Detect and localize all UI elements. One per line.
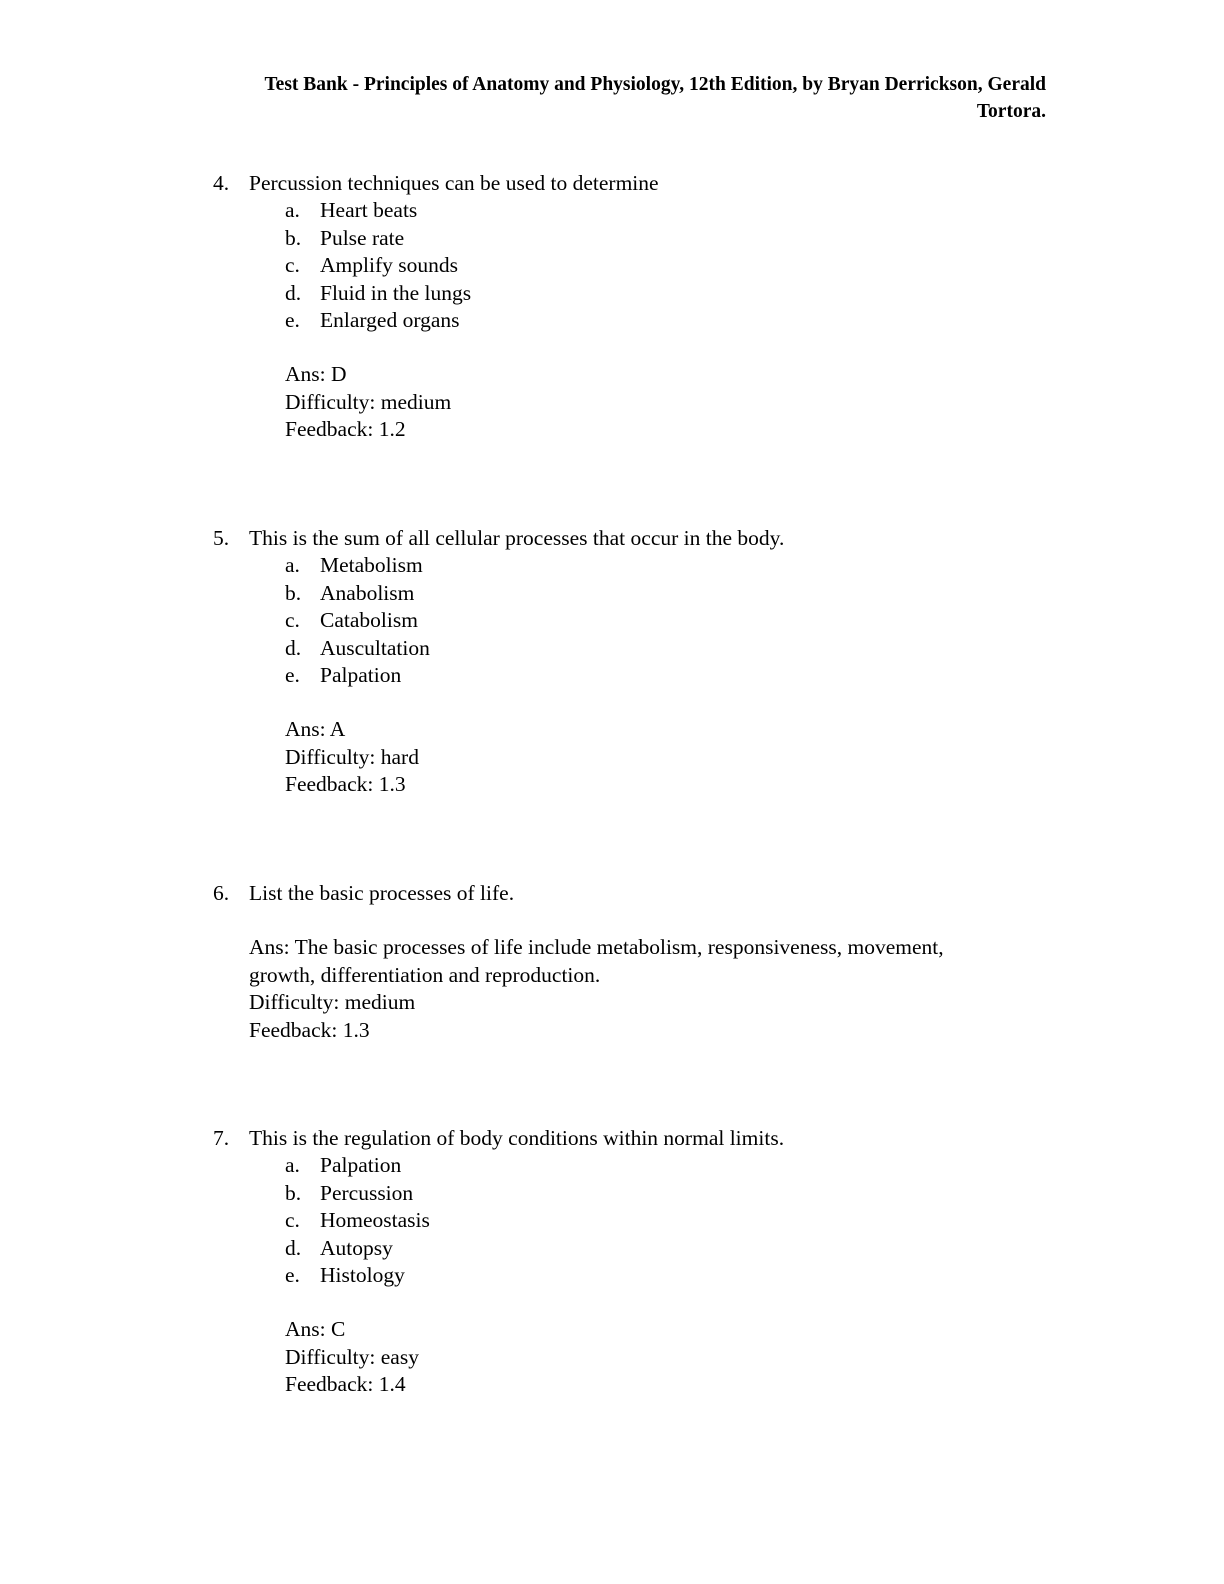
feedback: Feedback: 1.2 <box>285 417 406 442</box>
option <box>0 580 1224 607</box>
option-letter: b. <box>285 1180 302 1205</box>
option <box>0 662 1224 689</box>
feedback: Feedback: 1.3 <box>249 1017 370 1042</box>
option <box>0 1152 1224 1179</box>
option-letter: a. <box>285 553 300 578</box>
question-text: This is the regulation of body conditions within normal limits. <box>249 1126 785 1150</box>
option-letter: d. <box>285 280 302 305</box>
option <box>0 307 1224 334</box>
option-letter: c. <box>285 608 300 633</box>
option-text: Enlarged organs <box>320 307 460 332</box>
option-text: Autopsy <box>320 1235 393 1260</box>
option-text: Percussion <box>320 1180 414 1205</box>
option-text: Heart beats <box>320 198 418 223</box>
option <box>0 1207 1224 1234</box>
page-header <box>150 71 1046 125</box>
question-5 <box>0 525 1224 799</box>
difficulty: Difficulty: medium <box>249 990 416 1015</box>
answer: Ans: The basic processes of life include metabolism, responsiveness, movement, <box>249 935 944 960</box>
difficulty: Difficulty: medium <box>285 389 452 414</box>
question-number: 7. <box>213 1126 230 1150</box>
option-text: Auscultation <box>320 635 430 660</box>
option-text: Catabolism <box>320 608 418 633</box>
option-letter: e. <box>285 1262 300 1287</box>
option-letter: d. <box>285 635 302 660</box>
option <box>0 1262 1224 1289</box>
difficulty: Difficulty: easy <box>285 1344 419 1369</box>
question-text: This is the sum of all cellular processes that occur in the body. <box>249 526 785 550</box>
feedback: Feedback: 1.4 <box>285 1372 406 1397</box>
question-7 <box>0 1125 1224 1399</box>
option-text: Palpation <box>320 1153 402 1178</box>
option-letter: e. <box>285 307 300 332</box>
option-text: Anabolism <box>320 580 415 605</box>
option-text: Amplify sounds <box>320 253 458 278</box>
option <box>0 225 1224 252</box>
feedback: Feedback: 1.3 <box>285 772 406 797</box>
option-text: Homeostasis <box>320 1208 430 1233</box>
option <box>0 607 1224 634</box>
option <box>0 280 1224 307</box>
option-text: Histology <box>320 1262 405 1287</box>
answer: Ans: A <box>285 717 346 742</box>
header-title-line: Test Bank - Principles of Anatomy and Physiology, 12th Edition, by Bryan Derrickson, Gerald <box>264 74 1046 95</box>
question-number: 5. <box>213 526 230 550</box>
difficulty: Difficulty: hard <box>285 744 419 769</box>
option <box>0 552 1224 579</box>
question-text: Percussion techniques can be used to determine <box>249 171 659 195</box>
question-text: List the basic processes of life. <box>249 881 515 905</box>
answer: Ans: D <box>285 362 347 387</box>
question-number: 4. <box>213 171 230 195</box>
option <box>0 1180 1224 1207</box>
option-letter: b. <box>285 225 302 250</box>
option-text: Fluid in the lungs <box>320 280 472 305</box>
question-number: 6. <box>213 881 230 905</box>
option <box>0 635 1224 662</box>
option <box>0 252 1224 279</box>
header-title-line-2: Tortora. <box>976 101 1046 122</box>
option-letter: c. <box>285 253 300 278</box>
option <box>0 197 1224 224</box>
option-letter: b. <box>285 580 302 605</box>
option-letter: c. <box>285 1208 300 1233</box>
answer-continued: growth, differentiation and reproduction. <box>249 962 601 987</box>
option-text: Metabolism <box>320 553 423 578</box>
option-letter: a. <box>285 198 300 223</box>
answer: Ans: C <box>285 1317 346 1342</box>
option-letter: d. <box>285 1235 302 1260</box>
question-6 <box>0 880 1224 1044</box>
option-letter: a. <box>285 1153 300 1178</box>
option-letter: e. <box>285 662 300 687</box>
option-text: Pulse rate <box>320 225 405 250</box>
option-text: Palpation <box>320 662 402 687</box>
option <box>0 1235 1224 1262</box>
question-4 <box>0 170 1224 444</box>
